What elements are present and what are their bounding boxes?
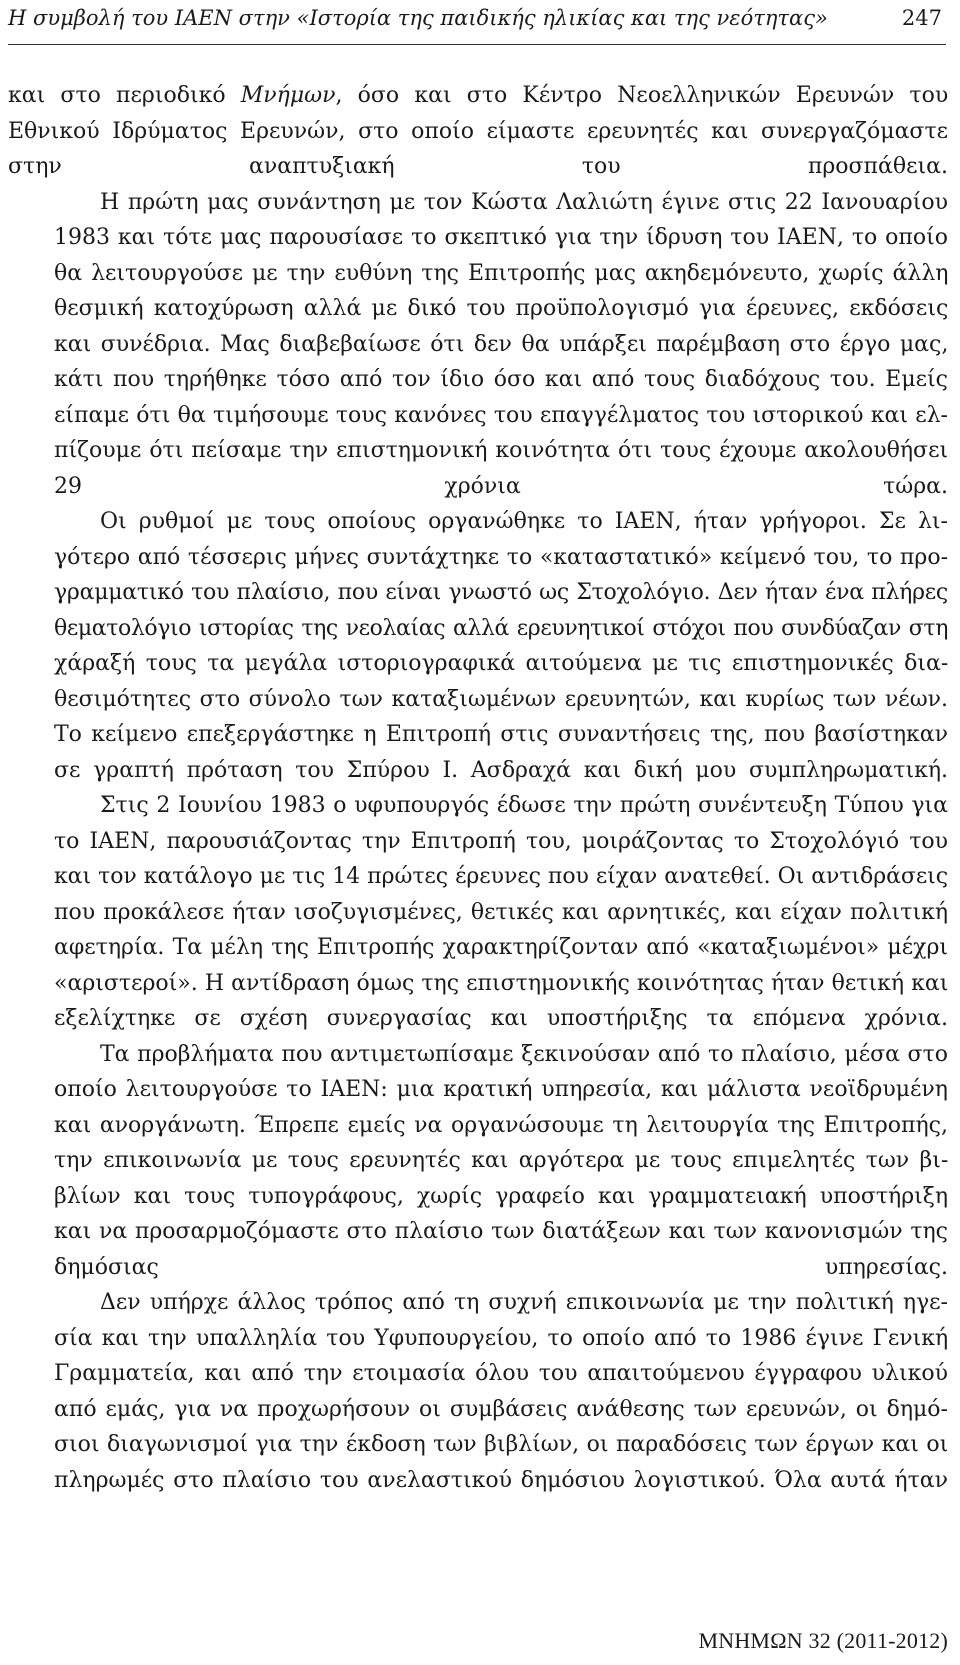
text-line: σιοι διαγωνισμοί για την έκδοση των βιβλίων, οι παραδόσεις των έργων και οι bbox=[54, 1432, 949, 1457]
text-line: γραμματικό του πλαίσιο, που είναι γνωστό ως Στοχολόγιο. Δεν ήταν ένα πλήρες bbox=[54, 580, 948, 605]
text-line: Οι ρυθμοί με τους οποίους οργανώθηκε το ΙΑΕΝ, ήταν γρήγοροι. Σε λι- bbox=[100, 509, 948, 534]
text-line: σία και την υπαλληλία του Υφυπουργείου, το οποίο από το 1986 έγινε Γενική bbox=[54, 1325, 949, 1351]
text-line: και τον κατάλογο με τις 14 πρώτες έρευνες που είχαν ανατεθεί. Οι αντιδράσεις bbox=[54, 864, 948, 889]
journal-name-italic: Μνήμων bbox=[240, 83, 336, 108]
text-line: την επικοινωνία με τους ερευνητές και αργότερα με τους επιμελητές των βι- bbox=[54, 1148, 949, 1173]
text-line: σε γραπτή πρόταση του Σπύρου Ι. Ασδραχά και δική μου συμπληρωματική. bbox=[54, 757, 948, 783]
text-line: δημόσιας υπηρεσίας. bbox=[54, 1254, 948, 1280]
text-line: το ΙΑΕΝ, παρουσιάζοντας την Επιτροπή του, μοιράζοντας το Στοχολόγιό του bbox=[54, 828, 948, 854]
text-line: θα λειτουργούσε με την ευθύνη της Επιτροπής μας ακηδεμόνευτο, χωρίς άλλη bbox=[54, 260, 949, 286]
text-line: γότερο από τέσσερις μήνες συντάχτηκε το «καταστατικό» κείμενό του, το προ- bbox=[54, 544, 948, 570]
text-line: και συνέδρια. Μας διαβεβαίωσε ότι δεν θα υπάρξει παρέμβαση στο έργο μας, bbox=[54, 331, 949, 357]
text-line: Τα προβλήματα που αντιμετωπίσαμε ξεκινούσαν από το πλαίσιο, μέσα στο bbox=[100, 1041, 948, 1067]
text-line: που προκάλεσε ήταν ισοζυγισμένες, θετικές και αρνητικές, και είχαν πολιτική bbox=[54, 899, 948, 925]
text-line: Δεν υπήρχε άλλος τρόπος από τη συχνή επικοινωνία με την πολιτική ηγε- bbox=[100, 1290, 948, 1315]
text-line: αφετηρία. Τα μέλη της Επιτροπής χαρακτηρίζονταν από «καταξιωμένοι» μέχρι bbox=[54, 935, 948, 960]
text-line: πίζουμε ότι πείσαμε την επιστημονική κοινότητα ότι τους έχουμε ακολουθήσει bbox=[54, 438, 949, 463]
text-line: βλίων και τους τυπογράφους, χωρίς γραφείο και γραμματειακή υποστήριξη bbox=[54, 1183, 949, 1209]
article-body bbox=[8, 78, 948, 1498]
text-line: 1983 και τότε μας παρουσίασε το σκεπτικό για την ίδρυση του ΙΑΕΝ, το οποίο bbox=[54, 225, 948, 250]
running-header bbox=[8, 4, 946, 45]
text-line: στην αναπτυξιακή του προσπάθεια. bbox=[8, 154, 948, 179]
journal-footer: ΜΝΗΜΩΝ 32 (2011-2012) bbox=[698, 1628, 948, 1653]
page-number: 247 bbox=[901, 6, 942, 30]
text-line: 29 χρόνια τώρα. bbox=[54, 473, 948, 499]
text-line: πληρωμές στο πλαίσιο του ανελαστικού δημόσιου λογιστικού. Όλα αυτά ήταν bbox=[54, 1467, 948, 1493]
text-line: και στο περιοδικό Μνήμων, όσο και στο Κέντρο Νεοελληνικών Ερευνών του bbox=[8, 83, 949, 108]
text-line: και ανοργάνωτη. Έπρεπε εμείς να οργανώσουμε τη λειτουργία της Επιτροπής, bbox=[54, 1112, 948, 1138]
text-line: Εθνικού Ιδρύματος Ερευνών, στο οποίο είμαστε ερευνητές και συνεργαζόμαστε bbox=[8, 118, 949, 144]
paragraph-1 bbox=[8, 185, 948, 505]
text-line: Στις 2 Ιουνίου 1983 ο υφυπουργός έδωσε την πρώτη συνέντευξη Τύπου για bbox=[100, 793, 948, 818]
text-line: οποίο λειτουργούσε το ΙΑΕΝ: μια κρατική υπηρεσία, και μάλιστα νεοϊδρυμένη bbox=[54, 1077, 948, 1102]
text-line: θεσμική κατοχύρωση αλλά με δικό του προϋπολογισμό για έρευνες, εκδόσεις bbox=[54, 296, 949, 321]
paragraph-4 bbox=[8, 1037, 948, 1286]
text-line: κάτι που τηρήθηκε τόσο από τον ίδιο όσο και από τους διαδόχους του. Εμείς bbox=[54, 367, 948, 392]
text-line: Η πρώτη μας συνάντηση με τον Κώστα Λαλιώτη έγινε στις 22 Ιανουαρίου bbox=[100, 189, 948, 215]
running-title: Η συμβολή του ΙΑΕΝ στην «Ιστορία της παιδικής ηλικίας και της νεότητας» bbox=[8, 6, 828, 30]
text-line: είπαμε ότι θα τιμήσουμε τους κανόνες του επαγγέλματος του ιστορικού και ελ- bbox=[54, 402, 948, 428]
text-line: «αριστεροί». Η αντίδραση όμως της επιστημονικής κοινότητας ήταν θετική και bbox=[54, 970, 949, 996]
paragraph-3 bbox=[8, 788, 948, 1037]
paragraph-5 bbox=[8, 1285, 948, 1498]
text-line: Γραμματεία, και από την ετοιμασία όλου του απαιτούμενου έγγραφου υλικού bbox=[54, 1361, 948, 1386]
text-line: από εμάς, για να προχωρήσουν οι συμβάσεις ανάθεσης των ερευνών, οι δημό- bbox=[54, 1396, 948, 1422]
text-line: εξελίχτηκε σε σχέση συνεργασίας και υποστήριξης τα επόμενα χρόνια. bbox=[54, 1006, 948, 1031]
text-line: και να προσαρμοζόμαστε στο πλαίσιο των διατάξεων και των κανονισμών της bbox=[54, 1219, 948, 1244]
paragraph-0 bbox=[8, 78, 948, 185]
text-line: θεσιμότητες στο σύνολο των καταξιωμένων ερευνητών, και κυρίως των νέων. bbox=[54, 686, 948, 712]
text-line: Το κείμενο επεξεργάστηκε η Επιτροπή στις συναντήσεις της, που βασίστηκαν bbox=[54, 722, 948, 747]
text-line: θεματολόγιο ιστορίας της νεολαίας αλλά ερευνητικοί στόχοι που συνδύαζαν στη bbox=[54, 615, 948, 641]
text-line: χάραξή τους τα μεγάλα ιστοριογραφικά αιτούμενα με τις επιστημονικές δια- bbox=[54, 651, 949, 676]
paragraph-2 bbox=[8, 504, 948, 788]
